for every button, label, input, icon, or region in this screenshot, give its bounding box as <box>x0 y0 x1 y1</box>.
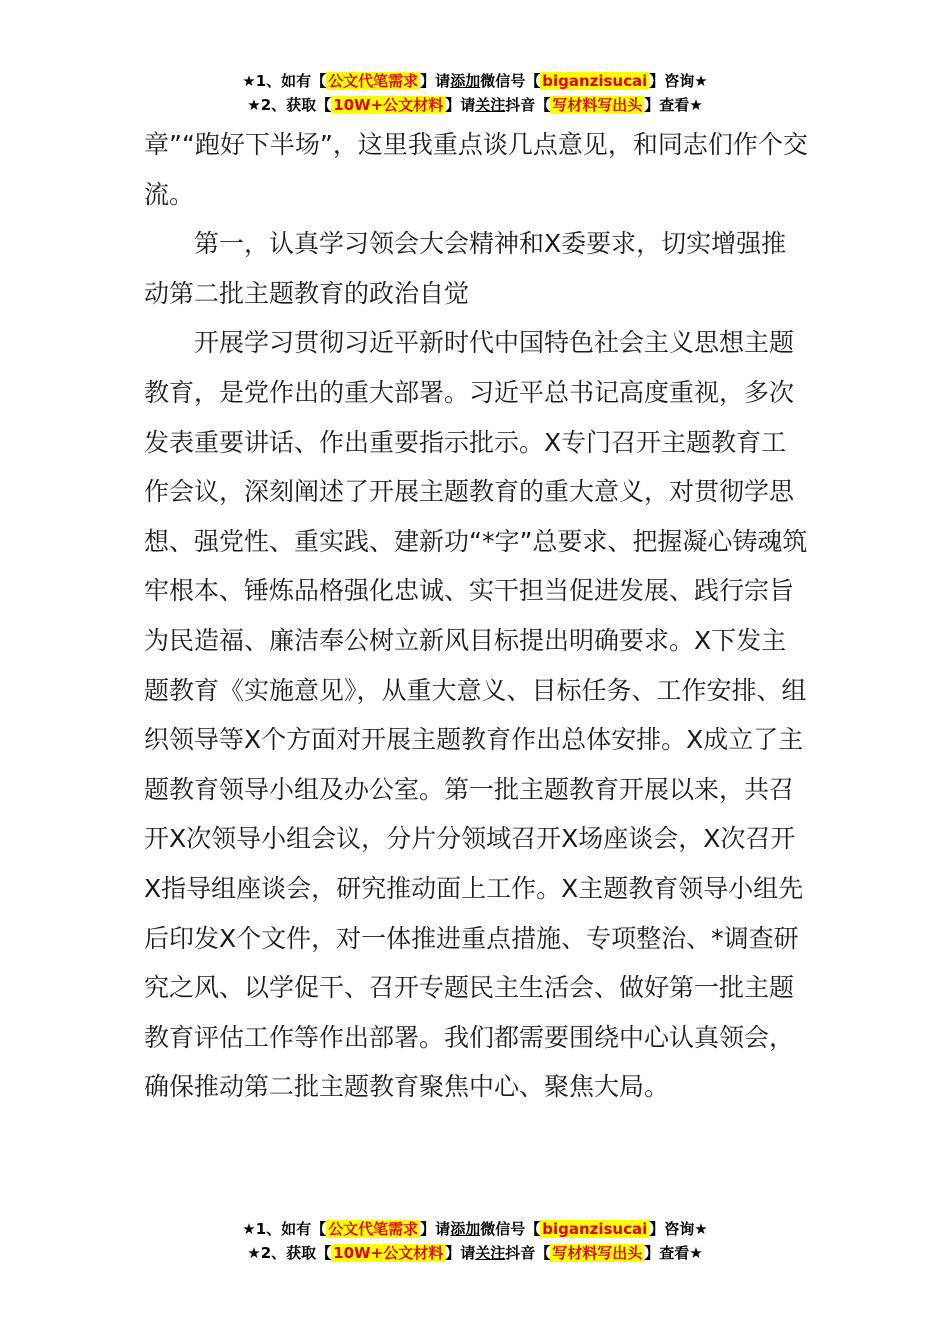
promo-text: ★2、获取【 <box>247 1244 332 1262</box>
promo-douyin-id: 写材料写出头 <box>552 1244 643 1262</box>
promo-text: 】咨询★ <box>649 1220 708 1238</box>
promo-text: 】请 <box>420 1220 451 1238</box>
promo-text: 】咨询★ <box>649 72 708 90</box>
promo-highlight: 10W+公文材料 <box>333 96 444 114</box>
promo-wechat-id: biganzisucai <box>542 1220 648 1238</box>
promo-wechat-id: biganzisucai <box>542 72 648 90</box>
promo-line-1 <box>0 1217 950 1241</box>
footer-promo-banner <box>0 1217 950 1265</box>
promo-line-2 <box>0 93 950 117</box>
paragraph: 开展学习贯彻习近平新时代中国特色社会主义思想主题教育，是党作出的重大部署。习近平总书记高度重视，多次发表重要讲话、作出重要指示批示。X专门召开主题教育工作会议，深刻阐述了开展主题教育的重大意义，对贯彻学思想、强党性、重实践、建新功“*字”总要求、把握凝心铸魂筑牢根本、锤炼品格强化忠诚、实干担当促进发展、践行宗旨为民造福、廉洁奉公树立新风目标提出明确要求。X下发主题教育《实施意见》，从重大意义、目标任务、工作安排、组织领导等X个方面对开展主题教育作出总体安排。X成立了主题教育领导小组及办公室。第一批主题教育开展以来，共召开X次领导小组会议，分片分领域召开X场座谈会，X次召开X指导组座谈会，研究推动面上工作。X主题教育领导小组先后印发X个文件，对一体推进重点措施、专项整治、*调查研究之风、以学促干、召开专题民主生活会、做好第一批主题教育评估工作等作出部署。我们都需要围绕中心认真领会，确保推动第二批主题教育聚焦中心、聚焦大局。 <box>144 328 808 1102</box>
section-heading: 第一，认真学习领会大会精神和X委要求，切实增强推动第二批主题教育的政治自觉 <box>144 229 787 308</box>
promo-text: 微信号【 <box>480 1220 541 1238</box>
promo-douyin-id: 写材料写出头 <box>552 96 643 114</box>
paragraph-continuation: 章”“跑好下半场”，这里我重点谈几点意见，和同志们作个交流。 <box>144 130 808 209</box>
promo-text: 】请 <box>445 1244 476 1262</box>
promo-text: 】查看★ <box>644 1244 703 1262</box>
promo-highlight: 10W+公文材料 <box>333 1244 444 1262</box>
promo-text: 】请 <box>445 96 476 114</box>
promo-highlight: 公文代笔需求 <box>328 1220 419 1238</box>
promo-text: 微信号【 <box>480 72 541 90</box>
promo-text: 抖音【 <box>505 96 551 114</box>
promo-text: 】请 <box>420 72 451 90</box>
promo-highlight: 公文代笔需求 <box>328 72 419 90</box>
promo-emphasis: 添加 <box>450 72 481 90</box>
promo-text: 抖音【 <box>505 1244 551 1262</box>
promo-text: ★1、如有【 <box>242 72 327 90</box>
promo-text: ★1、如有【 <box>242 1220 327 1238</box>
promo-text: 】查看★ <box>644 96 703 114</box>
header-promo-banner <box>0 69 950 117</box>
promo-line-2 <box>0 1241 950 1265</box>
promo-emphasis: 关注 <box>475 96 506 114</box>
promo-text: ★2、获取【 <box>247 96 332 114</box>
promo-emphasis: 关注 <box>475 1244 506 1262</box>
promo-line-1 <box>0 69 950 93</box>
document-body <box>144 120 808 1112</box>
promo-emphasis: 添加 <box>450 1220 481 1238</box>
